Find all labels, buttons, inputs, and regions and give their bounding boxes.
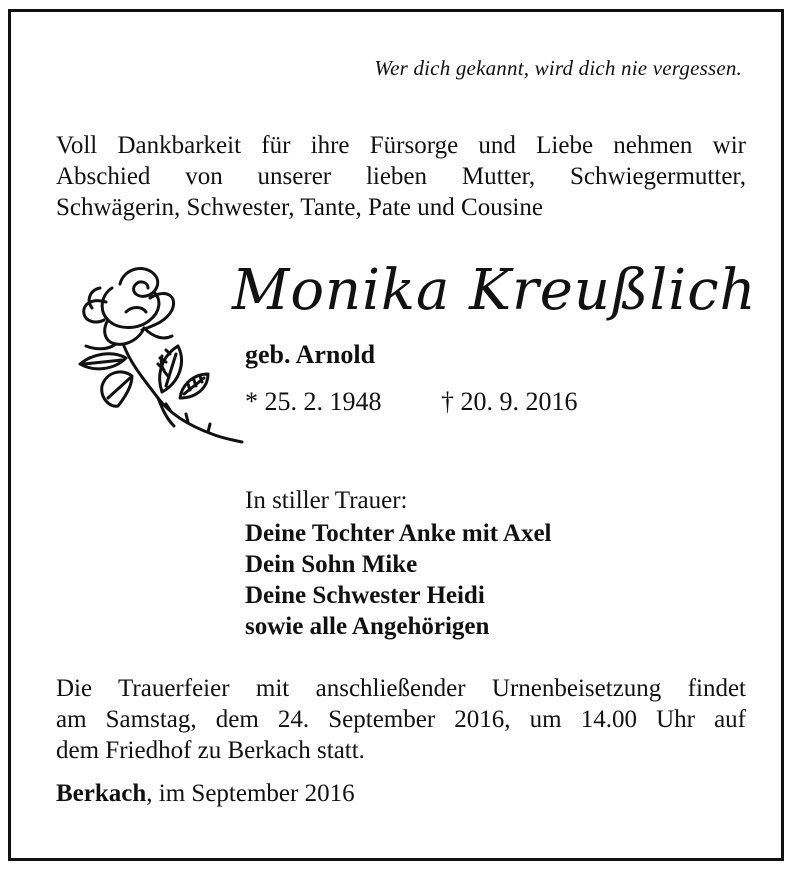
service-line: am Samstag, dem 24. September 2016, um 14.00 Uhr auf [56,706,746,733]
mourners-lead: In stiller Trauer: [245,487,408,514]
intro-line: Schwägerin, Schwester, Tante, Pate und Cousine [56,194,543,221]
mourner-name: Deine Schwester Heidi [245,582,485,609]
signature-place: Berkach [56,780,147,807]
mourners-list [245,518,551,642]
motto: Wer dich gekannt, wird dich nie vergessen. [374,56,742,80]
service-line: dem Friedhof zu Berkach statt. [56,737,365,764]
mourner-name: Dein Sohn Mike [245,551,418,578]
birth-date: * 25. 2. 1948 [245,387,382,416]
life-dates [245,387,578,417]
signature-date: , im September 2016 [146,780,355,807]
death-date: † 20. 9. 2016 [441,387,578,416]
rose-icon [62,258,247,453]
birth-name: geb. Arnold [245,340,376,369]
mourner-name: Deine Tochter Anke mit Axel [245,520,552,547]
mourner-name: sowie alle Angehörigen [245,613,490,640]
intro-line: Abschied von unserer lieben Mutter, Schwiegermutter, [56,163,746,190]
mourners-block [245,485,551,642]
signature [56,780,355,808]
intro-line: Voll Dankbarkeit für ihre Fürsorge und Liebe nehmen wir [56,132,746,159]
service-text [56,673,746,766]
deceased-name: Monika Kreußlich [232,258,757,323]
service-line: Die Trauerfeier mit anschließender Urnenbeisetzung findet [56,675,746,702]
intro-text [56,130,746,223]
